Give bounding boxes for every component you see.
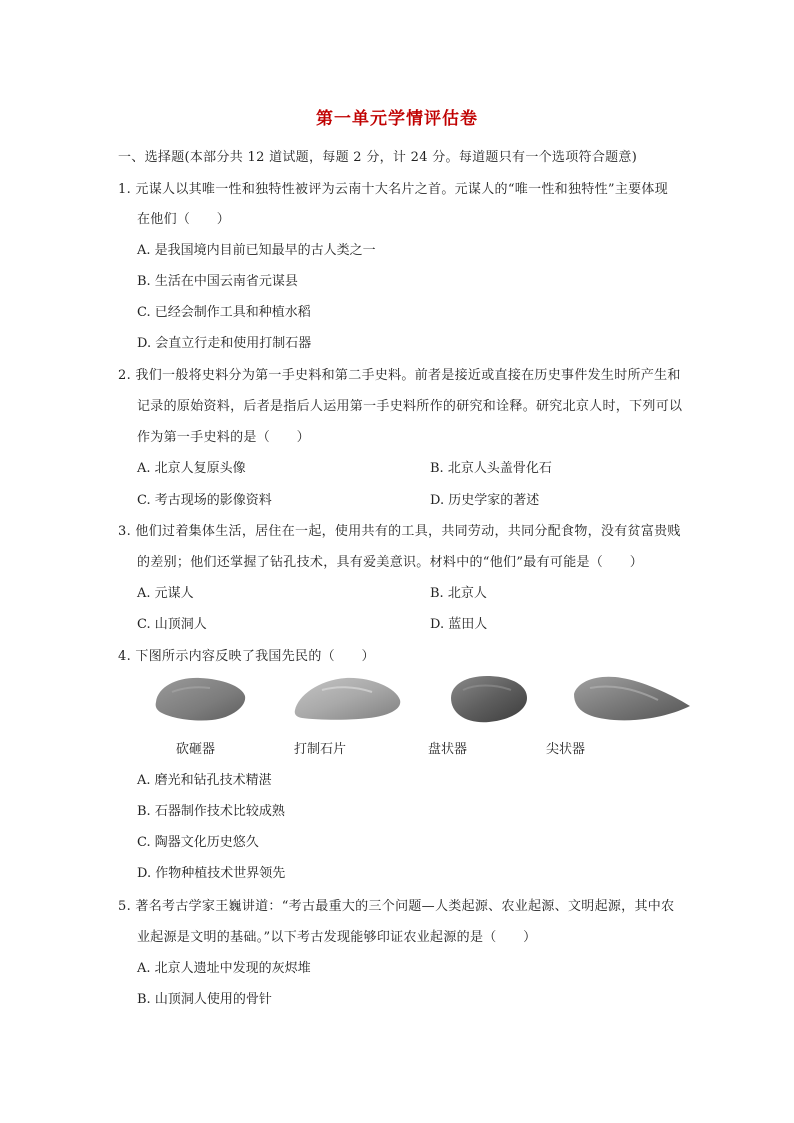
flake-stone-image <box>292 674 404 722</box>
q3-line-2: 的差别；他们还掌握了钻孔技术，具有爱美意识。材料中的“他们”最有可能是（ ） <box>137 555 643 570</box>
q2-line-1: 2. 我们一般将史料分为第一手史料和第二手史料。前者是接近或直接在历史事件发生时所产生和 <box>118 368 681 383</box>
q3-line-1: 3. 他们过着集体生活，居住在一起，使用共有的工具，共同劳动，共同分配食物，没有贫富贵贱 <box>118 524 681 539</box>
q5-option-a: A. 北京人遗址中发现的灰烬堆 <box>137 961 311 976</box>
figure-caption-chopper: 砍砸器 <box>176 742 216 757</box>
q1-option-c: C. 已经会制作工具和种植水稻 <box>137 305 311 320</box>
q2-line-2: 记录的原始资料，后者是指后人运用第一手史料所作的研究和诠释。研究北京人时，下列可以 <box>137 399 683 414</box>
q3-option-d: D. 蓝田人 <box>430 617 488 632</box>
q4-option-b: B. 石器制作技术比较成熟 <box>137 804 285 819</box>
figure-caption-disc: 盘状器 <box>428 742 468 757</box>
q2-line-3: 作为第一手史料的是（ ） <box>137 430 310 445</box>
chopper-stone-image <box>152 672 248 724</box>
q1-option-a: A. 是我国境内目前已知最早的古人类之一 <box>137 243 376 258</box>
q5-line-1: 5. 著名考古学家王巍讲道：“考古最重大的三个问题—人类起源、农业起源、文明起源，其中农 <box>118 899 675 914</box>
q3-option-c: C. 山顶洞人 <box>137 617 207 632</box>
section-heading: 一、选择题(本部分共 12 道试题，每题 2 分，计 24 分。每道题只有一个选项符合题意) <box>118 150 638 165</box>
figure-caption-flake: 打制石片 <box>294 742 347 757</box>
figure-caption-pointed: 尖状器 <box>546 742 586 757</box>
q2-option-d: D. 历史学家的著述 <box>430 493 540 508</box>
pointed-stone-image <box>570 672 694 726</box>
q5-option-b: B. 山顶洞人使用的骨针 <box>137 992 272 1007</box>
q3-option-a: A. 元谋人 <box>137 586 194 601</box>
q1-line-1: 1. 元谋人以其唯一性和独特性被评为云南十大名片之首。元谋人的“唯一性和独特性”主要体现 <box>118 182 669 197</box>
q4-option-a: A. 磨光和钻孔技术精湛 <box>137 773 272 788</box>
exam-title: 第一单元学情评估卷 <box>316 109 478 129</box>
q1-option-d: D. 会直立行走和使用打制石器 <box>137 336 312 351</box>
q5-line-2: 业起源是文明的基础。”以下考古发现能够印证农业起源的是（ ） <box>137 930 537 945</box>
q4-line-1: 4. 下图所示内容反映了我国先民的（ ） <box>118 649 375 664</box>
q4-option-d: D. 作物种植技术世界领先 <box>137 866 286 881</box>
q2-option-a: A. 北京人复原头像 <box>137 461 246 476</box>
q1-option-b: B. 生活在中国云南省元谋县 <box>137 274 298 289</box>
q3-option-b: B. 北京人 <box>430 586 487 601</box>
q4-option-c: C. 陶器文化历史悠久 <box>137 835 259 850</box>
q1-line-2: 在他们（ ） <box>137 212 231 227</box>
disc-stone-image <box>445 672 531 726</box>
q2-option-c: C. 考古现场的影像资料 <box>137 493 272 508</box>
q2-option-b: B. 北京人头盖骨化石 <box>430 461 552 476</box>
